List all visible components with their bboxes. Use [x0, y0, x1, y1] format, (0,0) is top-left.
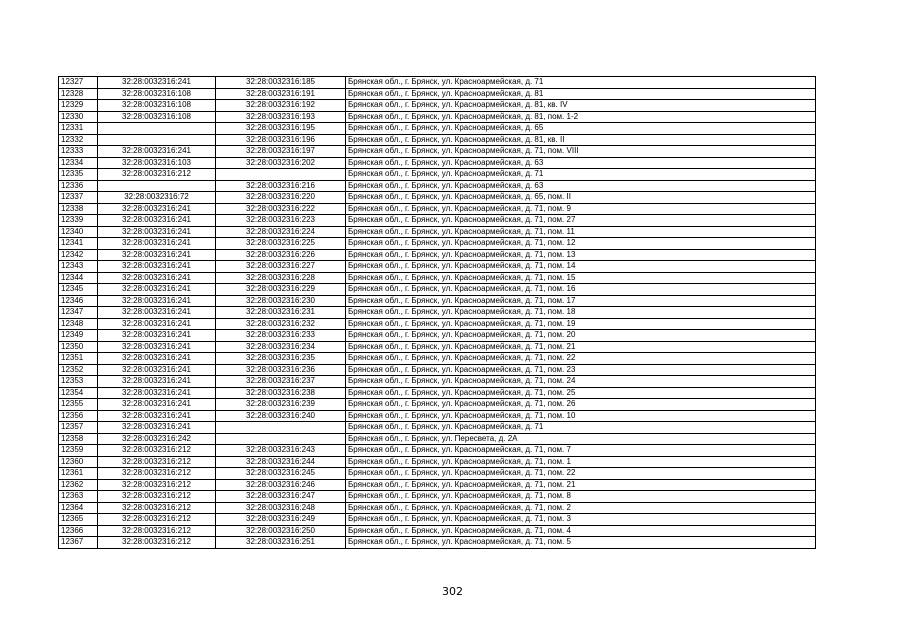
address-cell: Брянская обл., г. Брянск, ул. Красноармейская, д. 71, пом. 25: [346, 387, 816, 399]
cadastral-parent-cell: 32:28:0032316:241: [98, 410, 216, 422]
row-number-cell: 12331: [59, 123, 98, 135]
row-number-cell: 12367: [59, 537, 98, 549]
address-cell: Брянская обл., г. Брянск, ул. Красноармейская, д. 71: [346, 169, 816, 181]
address-cell: Брянская обл., г. Брянск, ул. Красноармейская, д. 63: [346, 180, 816, 192]
address-cell: Брянская обл., г. Брянск, ул. Красноармейская, д. 71, пом. 11: [346, 226, 816, 238]
table-row: [59, 491, 816, 503]
row-number-cell: 12327: [59, 77, 98, 89]
cadastral-number-cell: 32:28:0032316:244: [216, 456, 346, 468]
address-cell: Брянская обл., г. Брянск, ул. Красноармейская, д. 71, пом. 17: [346, 295, 816, 307]
cadastral-parent-cell: 32:28:0032316:241: [98, 307, 216, 319]
row-number-cell: 12355: [59, 399, 98, 411]
address-cell: Брянская обл., г. Брянск, ул. Красноармейская, д. 81: [346, 88, 816, 100]
row-number-cell: 12333: [59, 146, 98, 158]
table-row: [59, 525, 816, 537]
cadastral-parent-cell: 32:28:0032316:241: [98, 146, 216, 158]
registry-table: [58, 76, 816, 549]
table-row: [59, 422, 816, 434]
table-row: [59, 399, 816, 411]
cadastral-parent-cell: 32:28:0032316:212: [98, 468, 216, 480]
table-row: [59, 468, 816, 480]
cadastral-parent-cell: 32:28:0032316:242: [98, 433, 216, 445]
cadastral-number-cell: 32:28:0032316:245: [216, 468, 346, 480]
table-row: [59, 146, 816, 158]
row-number-cell: 12334: [59, 157, 98, 169]
cadastral-number-cell: 32:28:0032316:246: [216, 479, 346, 491]
cadastral-number-cell: 32:28:0032316:226: [216, 249, 346, 261]
address-cell: Брянская обл., г. Брянск, ул. Красноармейская, д. 71, пом. 16: [346, 284, 816, 296]
cadastral-number-cell: 32:28:0032316:193: [216, 111, 346, 123]
table-row: [59, 192, 816, 204]
row-number-cell: 12358: [59, 433, 98, 445]
row-number-cell: 12349: [59, 330, 98, 342]
address-cell: Брянская обл., г. Брянск, ул. Красноармейская, д. 71, пом. 21: [346, 341, 816, 353]
row-number-cell: 12332: [59, 134, 98, 146]
row-number-cell: 12341: [59, 238, 98, 250]
cadastral-number-cell: 32:28:0032316:228: [216, 272, 346, 284]
table-row: [59, 445, 816, 457]
row-number-cell: 12360: [59, 456, 98, 468]
row-number-cell: 12350: [59, 341, 98, 353]
table-row: [59, 387, 816, 399]
address-cell: Брянская обл., г. Брянск, ул. Красноармейская, д. 71, пом. 21: [346, 479, 816, 491]
cadastral-parent-cell: 32:28:0032316:212: [98, 502, 216, 514]
row-number-cell: 12356: [59, 410, 98, 422]
cadastral-number-cell: 32:28:0032316:239: [216, 399, 346, 411]
table-row: [59, 111, 816, 123]
cadastral-parent-cell: [98, 134, 216, 146]
row-number-cell: 12348: [59, 318, 98, 330]
cadastral-parent-cell: 32:28:0032316:241: [98, 330, 216, 342]
table-row: [59, 215, 816, 227]
cadastral-number-cell: 32:28:0032316:235: [216, 353, 346, 365]
cadastral-parent-cell: 32:28:0032316:241: [98, 353, 216, 365]
table-row: [59, 100, 816, 112]
cadastral-parent-cell: [98, 180, 216, 192]
address-cell: Брянская обл., г. Брянск, ул. Красноармейская, д. 71, пом. 24: [346, 376, 816, 388]
table-row: [59, 456, 816, 468]
cadastral-number-cell: 32:28:0032316:197: [216, 146, 346, 158]
table-row: [59, 272, 816, 284]
row-number-cell: 12329: [59, 100, 98, 112]
table-row: [59, 341, 816, 353]
cadastral-parent-cell: 32:28:0032316:212: [98, 445, 216, 457]
table-row: [59, 318, 816, 330]
address-cell: Брянская обл., г. Брянск, ул. Красноармейская, д. 71, пом. 22: [346, 353, 816, 365]
cadastral-parent-cell: 32:28:0032316:212: [98, 537, 216, 549]
cadastral-number-cell: 32:28:0032316:223: [216, 215, 346, 227]
cadastral-number-cell: 32:28:0032316:251: [216, 537, 346, 549]
row-number-cell: 12361: [59, 468, 98, 480]
cadastral-number-cell: 32:28:0032316:202: [216, 157, 346, 169]
table-row: [59, 134, 816, 146]
address-cell: Брянская обл., г. Брянск, ул. Красноармейская, д. 71, пом. 3: [346, 514, 816, 526]
cadastral-parent-cell: 32:28:0032316:241: [98, 203, 216, 215]
cadastral-number-cell: 32:28:0032316:233: [216, 330, 346, 342]
cadastral-parent-cell: 32:28:0032316:241: [98, 238, 216, 250]
table-row: [59, 261, 816, 273]
row-number-cell: 12328: [59, 88, 98, 100]
row-number-cell: 12365: [59, 514, 98, 526]
address-cell: Брянская обл., г. Брянск, ул. Красноармейская, д. 71, пом. 20: [346, 330, 816, 342]
cadastral-number-cell: 32:28:0032316:227: [216, 261, 346, 273]
address-cell: Брянская обл., г. Брянск, ул. Красноармейская, д. 71, пом. 7: [346, 445, 816, 457]
cadastral-number-cell: 32:28:0032316:247: [216, 491, 346, 503]
address-cell: Брянская обл., г. Брянск, ул. Красноармейская, д. 71, пом. 23: [346, 364, 816, 376]
address-cell: Брянская обл., г. Брянск, ул. Красноармейская, д. 71, пом. 2: [346, 502, 816, 514]
row-number-cell: 12346: [59, 295, 98, 307]
address-cell: Брянская обл., г. Брянск, ул. Красноармейская, д. 71, пом. 13: [346, 249, 816, 261]
row-number-cell: 12330: [59, 111, 98, 123]
cadastral-parent-cell: 32:28:0032316:241: [98, 261, 216, 273]
cadastral-parent-cell: 32:28:0032316:72: [98, 192, 216, 204]
cadastral-parent-cell: 32:28:0032316:241: [98, 284, 216, 296]
row-number-cell: 12335: [59, 169, 98, 181]
table-row: [59, 307, 816, 319]
cadastral-number-cell: 32:28:0032316:231: [216, 307, 346, 319]
cadastral-number-cell: 32:28:0032316:224: [216, 226, 346, 238]
cadastral-parent-cell: 32:28:0032316:241: [98, 376, 216, 388]
cadastral-number-cell: 32:28:0032316:191: [216, 88, 346, 100]
address-cell: Брянская обл., г. Брянск, ул. Красноармейская, д. 63: [346, 157, 816, 169]
cadastral-parent-cell: 32:28:0032316:241: [98, 399, 216, 411]
cadastral-parent-cell: 32:28:0032316:212: [98, 491, 216, 503]
cadastral-parent-cell: 32:28:0032316:241: [98, 77, 216, 89]
cadastral-number-cell: [216, 422, 346, 434]
table-row: [59, 364, 816, 376]
table-row: [59, 169, 816, 181]
table-row: [59, 238, 816, 250]
cadastral-number-cell: 32:28:0032316:229: [216, 284, 346, 296]
table-row: [59, 77, 816, 89]
table-row: [59, 353, 816, 365]
row-number-cell: 12340: [59, 226, 98, 238]
table-row: [59, 376, 816, 388]
row-number-cell: 12364: [59, 502, 98, 514]
cadastral-parent-cell: 32:28:0032316:241: [98, 318, 216, 330]
table-row: [59, 502, 816, 514]
row-number-cell: 12336: [59, 180, 98, 192]
row-number-cell: 12347: [59, 307, 98, 319]
cadastral-parent-cell: 32:28:0032316:108: [98, 88, 216, 100]
cadastral-number-cell: 32:28:0032316:185: [216, 77, 346, 89]
row-number-cell: 12352: [59, 364, 98, 376]
cadastral-parent-cell: 32:28:0032316:241: [98, 422, 216, 434]
table-row: [59, 330, 816, 342]
cadastral-number-cell: 32:28:0032316:237: [216, 376, 346, 388]
address-cell: Брянская обл., г. Брянск, ул. Красноармейская, д. 71, пом. 15: [346, 272, 816, 284]
cadastral-parent-cell: 32:28:0032316:103: [98, 157, 216, 169]
cadastral-parent-cell: 32:28:0032316:241: [98, 341, 216, 353]
address-cell: Брянская обл., г. Брянск, ул. Красноармейская, д. 65: [346, 123, 816, 135]
row-number-cell: 12344: [59, 272, 98, 284]
cadastral-parent-cell: 32:28:0032316:241: [98, 272, 216, 284]
address-cell: Брянская обл., г. Брянск, ул. Красноармейская, д. 71: [346, 77, 816, 89]
row-number-cell: 12343: [59, 261, 98, 273]
cadastral-number-cell: 32:28:0032316:250: [216, 525, 346, 537]
row-number-cell: 12351: [59, 353, 98, 365]
row-number-cell: 12363: [59, 491, 98, 503]
address-cell: Брянская обл., г. Брянск, ул. Красноармейская, д. 71, пом. 19: [346, 318, 816, 330]
address-cell: Брянская обл., г. Брянск, ул. Красноармейская, д. 81, пом. 1-2: [346, 111, 816, 123]
table-row: [59, 284, 816, 296]
cadastral-parent-cell: 32:28:0032316:212: [98, 169, 216, 181]
cadastral-parent-cell: 32:28:0032316:241: [98, 226, 216, 238]
cadastral-number-cell: 32:28:0032316:238: [216, 387, 346, 399]
cadastral-number-cell: 32:28:0032316:222: [216, 203, 346, 215]
address-cell: Брянская обл., г. Брянск, ул. Красноармейская, д. 71, пом. 22: [346, 468, 816, 480]
row-number-cell: 12354: [59, 387, 98, 399]
cadastral-parent-cell: 32:28:0032316:241: [98, 295, 216, 307]
cadastral-number-cell: 32:28:0032316:230: [216, 295, 346, 307]
table-row: [59, 479, 816, 491]
address-cell: Брянская обл., г. Брянск, ул. Красноармейская, д. 81, кв. II: [346, 134, 816, 146]
row-number-cell: 12342: [59, 249, 98, 261]
cadastral-number-cell: 32:28:0032316:232: [216, 318, 346, 330]
cadastral-parent-cell: 32:28:0032316:108: [98, 111, 216, 123]
cadastral-number-cell: 32:28:0032316:240: [216, 410, 346, 422]
table-row: [59, 88, 816, 100]
row-number-cell: 12345: [59, 284, 98, 296]
address-cell: Брянская обл., г. Брянск, ул. Красноармейская, д. 71, пом. 14: [346, 261, 816, 273]
cadastral-number-cell: 32:28:0032316:192: [216, 100, 346, 112]
table-row: [59, 157, 816, 169]
page-number: 302: [442, 585, 463, 598]
cadastral-number-cell: 32:28:0032316:243: [216, 445, 346, 457]
address-cell: Брянская обл., г. Брянск, ул. Красноармейская, д. 71, пом. 26: [346, 399, 816, 411]
cadastral-number-cell: 32:28:0032316:236: [216, 364, 346, 376]
row-number-cell: 12357: [59, 422, 98, 434]
table-row: [59, 537, 816, 549]
address-cell: Брянская обл., г. Брянск, ул. Красноармейская, д. 71, пом. 4: [346, 525, 816, 537]
address-cell: Брянская обл., г. Брянск, ул. Красноармейская, д. 71, пом. 10: [346, 410, 816, 422]
address-cell: Брянская обл., г. Брянск, ул. Красноармейская, д. 71, пом. 9: [346, 203, 816, 215]
registry-table-body: [59, 77, 816, 549]
cadastral-number-cell: 32:28:0032316:248: [216, 502, 346, 514]
row-number-cell: 12353: [59, 376, 98, 388]
cadastral-parent-cell: [98, 123, 216, 135]
cadastral-number-cell: [216, 433, 346, 445]
cadastral-number-cell: [216, 169, 346, 181]
table-row: [59, 249, 816, 261]
row-number-cell: 12366: [59, 525, 98, 537]
table-row: [59, 226, 816, 238]
row-number-cell: 12337: [59, 192, 98, 204]
address-cell: Брянская обл., г. Брянск, ул. Красноармейская, д. 71, пом. 8: [346, 491, 816, 503]
cadastral-number-cell: 32:28:0032316:225: [216, 238, 346, 250]
row-number-cell: 12338: [59, 203, 98, 215]
cadastral-parent-cell: 32:28:0032316:241: [98, 364, 216, 376]
cadastral-parent-cell: 32:28:0032316:212: [98, 525, 216, 537]
cadastral-parent-cell: 32:28:0032316:212: [98, 456, 216, 468]
cadastral-number-cell: 32:28:0032316:220: [216, 192, 346, 204]
cadastral-number-cell: 32:28:0032316:234: [216, 341, 346, 353]
row-number-cell: 12359: [59, 445, 98, 457]
address-cell: Брянская обл., г. Брянск, ул. Красноармейская, д. 71, пом. 5: [346, 537, 816, 549]
cadastral-parent-cell: 32:28:0032316:241: [98, 387, 216, 399]
table-row: [59, 180, 816, 192]
address-cell: Брянская обл., г. Брянск, ул. Красноармейская, д. 71, пом. 1: [346, 456, 816, 468]
row-number-cell: 12339: [59, 215, 98, 227]
cadastral-number-cell: 32:28:0032316:216: [216, 180, 346, 192]
table-row: [59, 433, 816, 445]
address-cell: Брянская обл., г. Брянск, ул. Красноармейская, д. 65, пом. II: [346, 192, 816, 204]
cadastral-number-cell: 32:28:0032316:249: [216, 514, 346, 526]
address-cell: Брянская обл., г. Брянск, ул. Красноармейская, д. 71, пом. 12: [346, 238, 816, 250]
cadastral-parent-cell: 32:28:0032316:212: [98, 514, 216, 526]
address-cell: Брянская обл., г. Брянск, ул. Пересвета, д. 2А: [346, 433, 816, 445]
table-row: [59, 123, 816, 135]
table-row: [59, 295, 816, 307]
table-row: [59, 514, 816, 526]
table-row: [59, 410, 816, 422]
cadastral-number-cell: 32:28:0032316:195: [216, 123, 346, 135]
address-cell: Брянская обл., г. Брянск, ул. Красноармейская, д. 81, кв. IV: [346, 100, 816, 112]
address-cell: Брянская обл., г. Брянск, ул. Красноармейская, д. 71, пом. 18: [346, 307, 816, 319]
address-cell: Брянская обл., г. Брянск, ул. Красноармейская, д. 71, пом. 27: [346, 215, 816, 227]
cadastral-parent-cell: 32:28:0032316:241: [98, 249, 216, 261]
cadastral-parent-cell: 32:28:0032316:108: [98, 100, 216, 112]
table-row: [59, 203, 816, 215]
address-cell: Брянская обл., г. Брянск, ул. Красноармейская, д. 71, пом. VIII: [346, 146, 816, 158]
cadastral-parent-cell: 32:28:0032316:212: [98, 479, 216, 491]
cadastral-parent-cell: 32:28:0032316:241: [98, 215, 216, 227]
row-number-cell: 12362: [59, 479, 98, 491]
address-cell: Брянская обл., г. Брянск, ул. Красноармейская, д. 71: [346, 422, 816, 434]
cadastral-number-cell: 32:28:0032316:196: [216, 134, 346, 146]
